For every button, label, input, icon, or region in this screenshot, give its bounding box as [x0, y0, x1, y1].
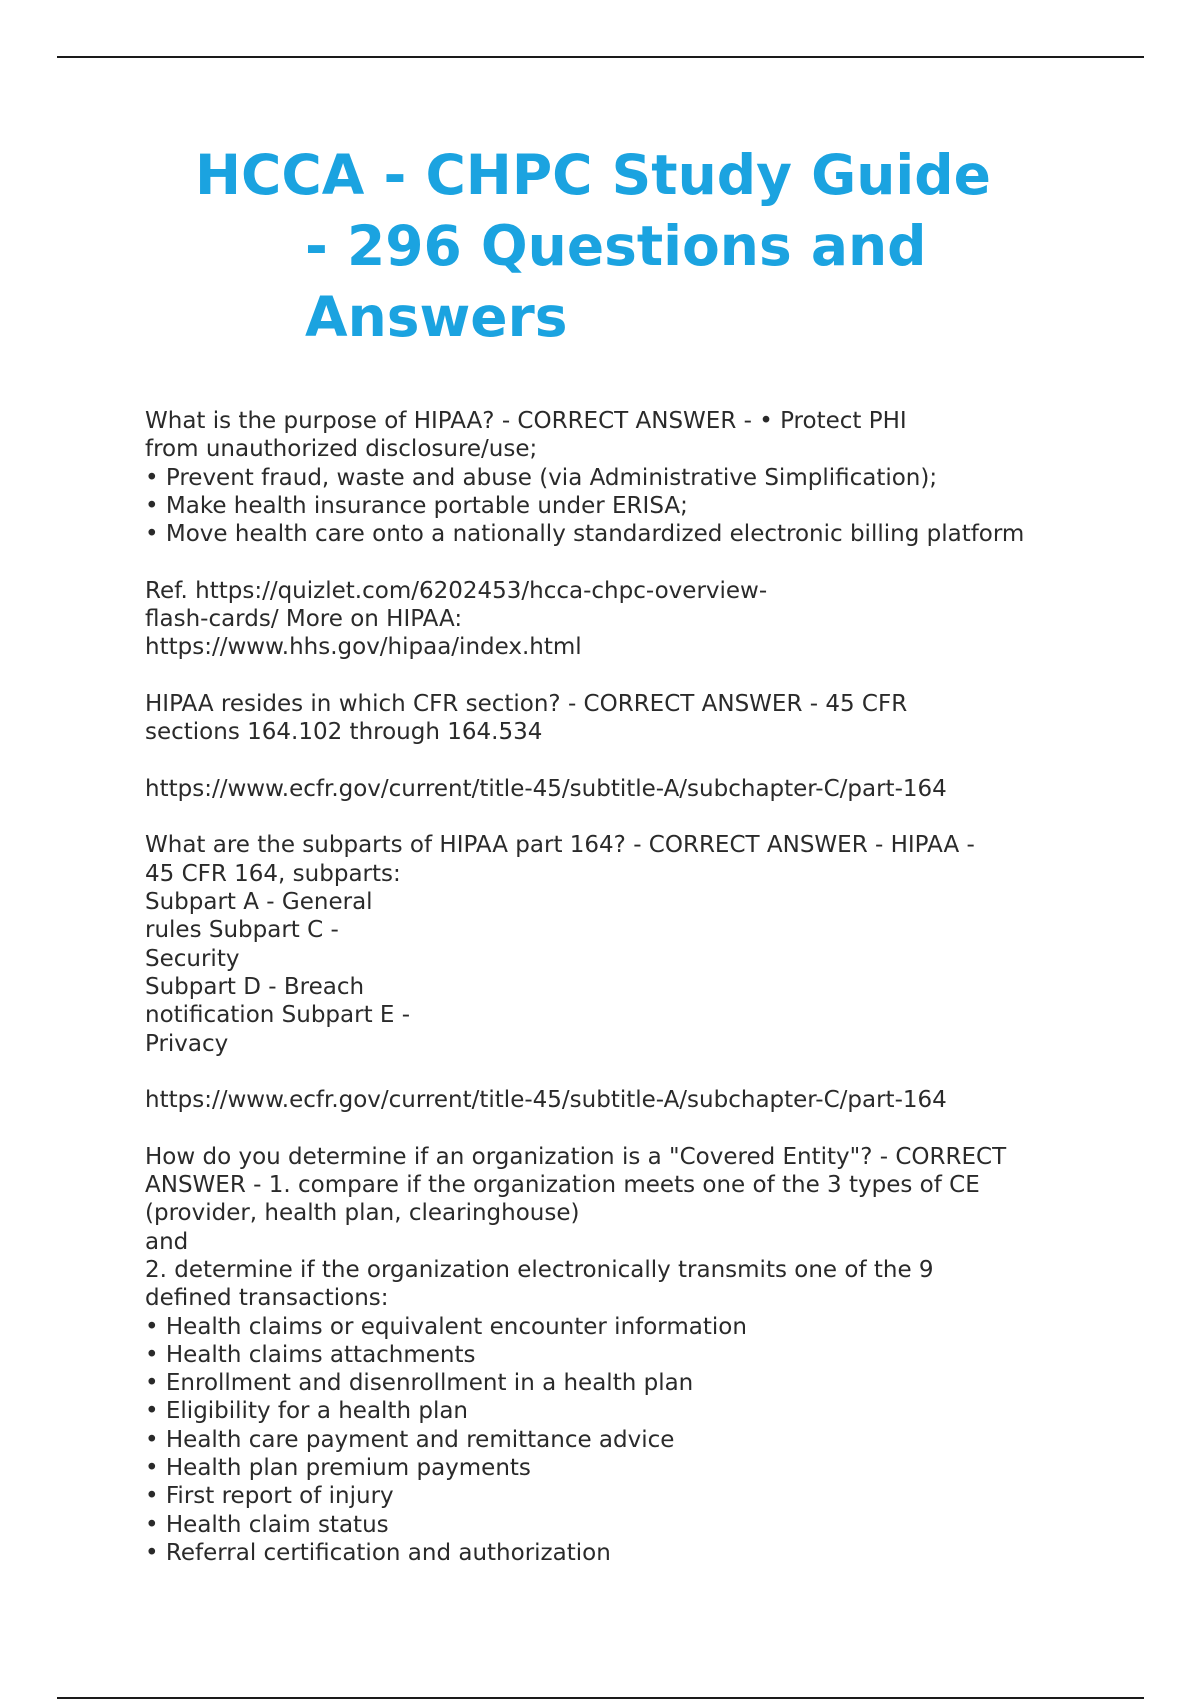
text-line: sections 164.102 through 164.534 [145, 719, 543, 746]
text-line: • Prevent fraud, waste and abuse (via Administrative Simplification); [145, 464, 938, 491]
text-line: Security [145, 945, 240, 972]
question-covered-entity [145, 1143, 1145, 1567]
document-body [145, 407, 1145, 1567]
paragraph-gap [145, 662, 1145, 690]
text-line: and [145, 1228, 189, 1255]
ecfr-link [145, 1086, 1145, 1114]
reference-links [145, 577, 1145, 662]
title-line: - 296 Questions and [305, 214, 927, 278]
bottom-rule [57, 1697, 1144, 1699]
bullet-item: • Health plan premium payments [145, 1454, 531, 1481]
text-line: Ref. https://quizlet.com/6202453/hcca-chpc-overview- [145, 577, 768, 604]
document-title [185, 140, 1035, 353]
question-subparts [145, 831, 1145, 1057]
bullet-item: • Health claims attachments [145, 1341, 476, 1368]
text-line: (provider, health plan, clearinghouse) [145, 1200, 580, 1227]
question-purpose-of-hipaa [145, 407, 1145, 548]
text-line: Subpart D - Breach [145, 973, 365, 1000]
bullet-item: • Eligibility for a health plan [145, 1398, 469, 1425]
text-line: HIPAA resides in which CFR section? - CORRECT ANSWER - 45 CFR [145, 690, 908, 717]
question-cfr-section [145, 690, 1145, 747]
text-line: defined transactions: [145, 1285, 389, 1312]
paragraph-gap [145, 1114, 1145, 1142]
paragraph-gap [145, 803, 1145, 831]
text-line: notification Subpart E - [145, 1002, 411, 1029]
text-line: https://www.ecfr.gov/current/title-45/subtitle-A/subchapter-C/part-164 [145, 1087, 947, 1114]
bullet-item: • Health care payment and remittance advice [145, 1426, 675, 1453]
bullet-item: • Referral certification and authorization [145, 1539, 611, 1566]
bullet-item: • Health claim status [145, 1511, 389, 1538]
bullet-item: • First report of injury [145, 1483, 394, 1510]
ecfr-link [145, 775, 1145, 803]
paragraph-gap [145, 1058, 1145, 1086]
text-line: https://www.hhs.gov/hipaa/index.html [145, 634, 582, 661]
text-line: What is the purpose of HIPAA? - CORRECT ANSWER - • Protect PHI [145, 408, 907, 434]
text-line: flash-cards/ More on HIPAA: [145, 606, 463, 633]
text-line: Subpart A - General [145, 889, 373, 916]
text-line: Privacy [145, 1030, 229, 1057]
paragraph-gap [145, 548, 1145, 576]
title-line: HCCA - CHPC Study Guide [195, 143, 991, 207]
text-line: ANSWER - 1. compare if the organization meets one of the 3 types of CE [145, 1172, 980, 1199]
text-line: How do you determine if an organization is a "Covered Entity"? - CORRECT [145, 1143, 1007, 1170]
text-line: rules Subpart C - [145, 917, 339, 944]
paragraph-gap [145, 747, 1145, 775]
text-line: https://www.ecfr.gov/current/title-45/subtitle-A/subchapter-C/part-164 [145, 775, 947, 802]
bullet-item: • Enrollment and disenrollment in a health plan [145, 1370, 694, 1397]
bullet-item: • Health claims or equivalent encounter information [145, 1313, 747, 1340]
text-line: • Move health care onto a nationally standardized electronic billing platform [145, 521, 1025, 548]
title-line: Answers [305, 285, 568, 349]
top-rule [57, 56, 1144, 58]
text-line: from unauthorized disclosure/use; [145, 436, 538, 463]
text-line: What are the subparts of HIPAA part 164? - CORRECT ANSWER - HIPAA - [145, 832, 975, 859]
text-line: 2. determine if the organization electronically transmits one of the 9 [145, 1256, 934, 1283]
text-line: • Make health insurance portable under ERISA; [145, 492, 688, 519]
text-line: 45 CFR 164, subparts: [145, 860, 401, 887]
